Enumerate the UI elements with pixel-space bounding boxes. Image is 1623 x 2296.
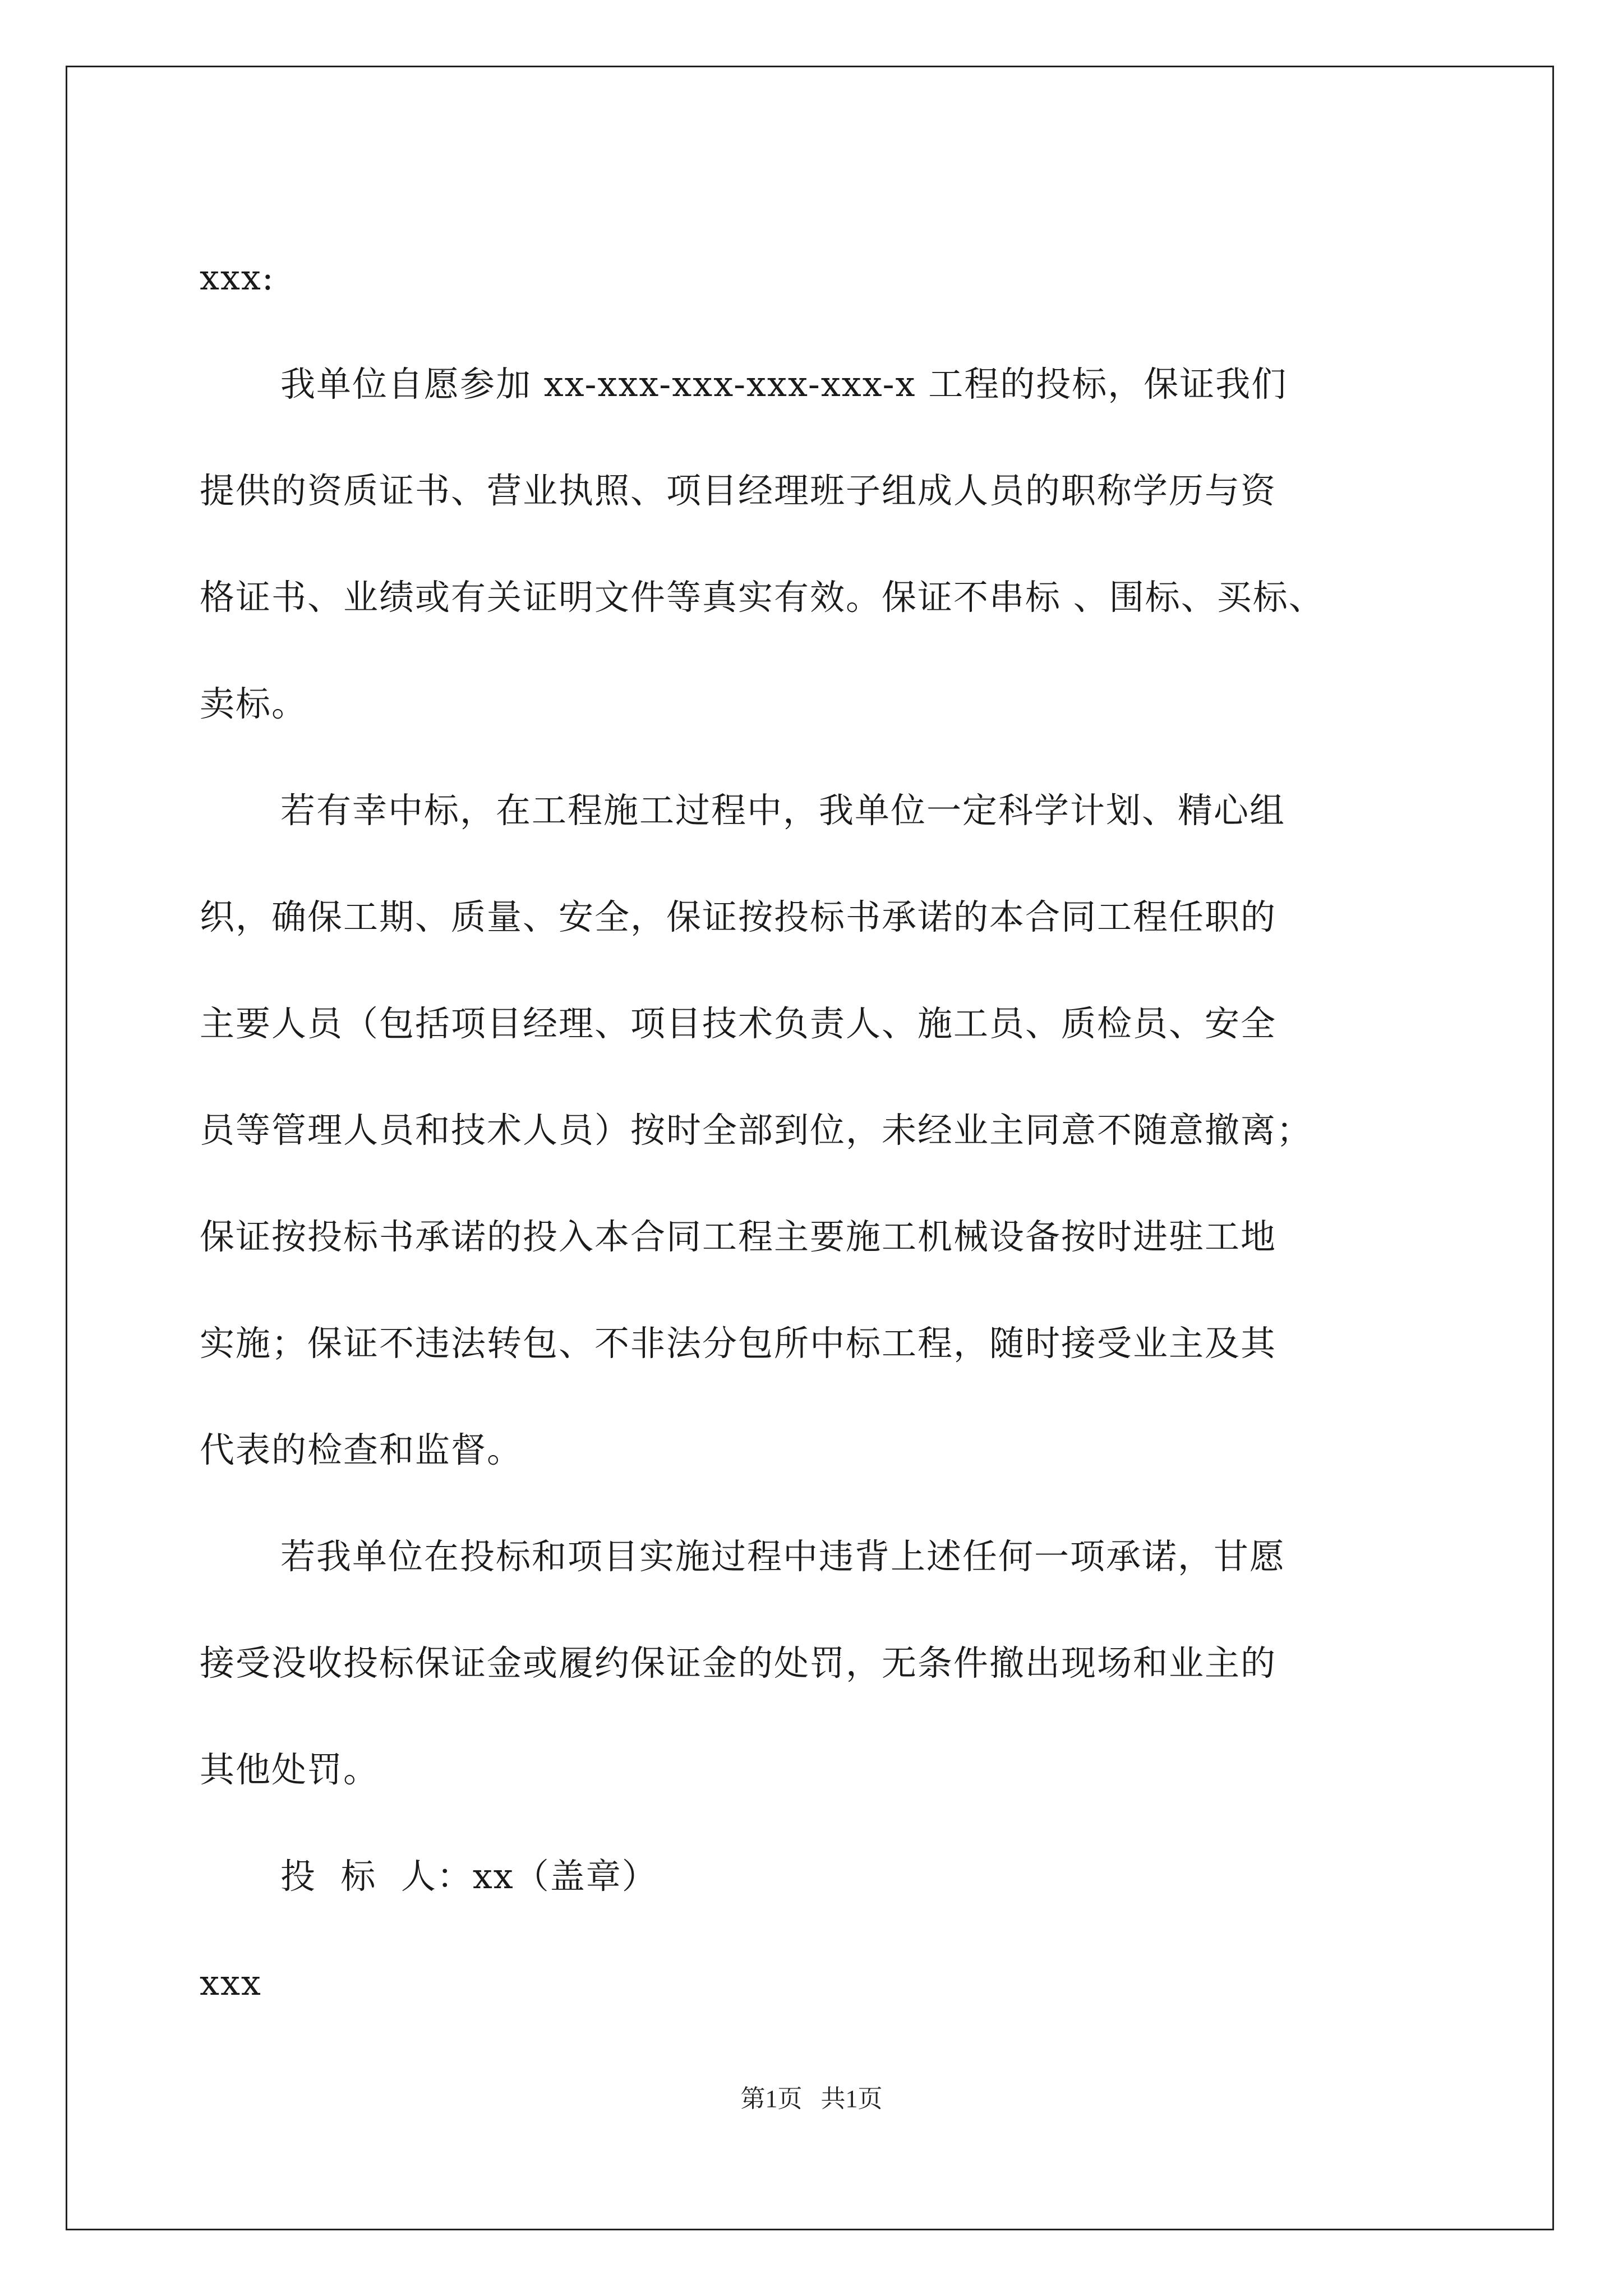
paragraph-line: 卖标。 [200,683,308,724]
paragraph-line: 若有幸中标，在工程施工过程中，我单位一定科学计划、精心组 [280,790,1286,831]
paragraph-line: 保证按投标书承诺的投入本合同工程主要施工机械设备按时进驻工地 [200,1216,1277,1257]
paragraph-line: 接受没收投标保证金或履约保证金的处罚，无条件撤出现场和业主的 [200,1642,1277,1683]
paragraph-line: 提供的资质证书、营业执照、项目经理班子组成人员的职称学历与资 [200,470,1277,511]
closing-line: xxx [200,1962,262,2003]
bidder-signature-line: 投 标 人：xx（盖章） [280,1856,658,1897]
page-number: 第1页 共1页 [740,2085,883,2113]
paragraph-line: 代表的检查和监督。 [200,1429,523,1470]
paragraph-3 [200,1503,1445,1823]
paragraph-line: 若我单位在投标和项目实施过程中违背上述任何一项承诺，甘愿 [280,1536,1286,1577]
paragraph-line: 其他处罚。 [200,1749,380,1790]
paragraph-line: 我单位自愿参加 xx-xxx-xxx-xxx-xxx-x 工程的投标，保证我们 [280,364,1288,404]
paragraph-line: 织，确保工期、质量、安全，保证按投标书承诺的本合同工程任职的 [200,896,1277,937]
paragraph-2 [200,757,1445,1503]
salutation: xxx: [200,257,275,298]
document-body [200,224,1445,2036]
paragraph-line: 员等管理人员和技术人员）按时全部到位，未经业主同意不随意撤离； [200,1110,1313,1151]
paragraph-line: 主要人员（包括项目经理、项目技术负责人、施工员、质检员、安全 [200,1003,1277,1044]
paragraph-line: 实施；保证不违法转包、不非法分包所中标工程，随时接受业主及其 [200,1323,1277,1364]
paragraph-line: 格证书、业绩或有关证明文件等真实有效。保证不串标 、围标、买标、 [200,577,1325,618]
paragraph-1 [200,331,1445,757]
